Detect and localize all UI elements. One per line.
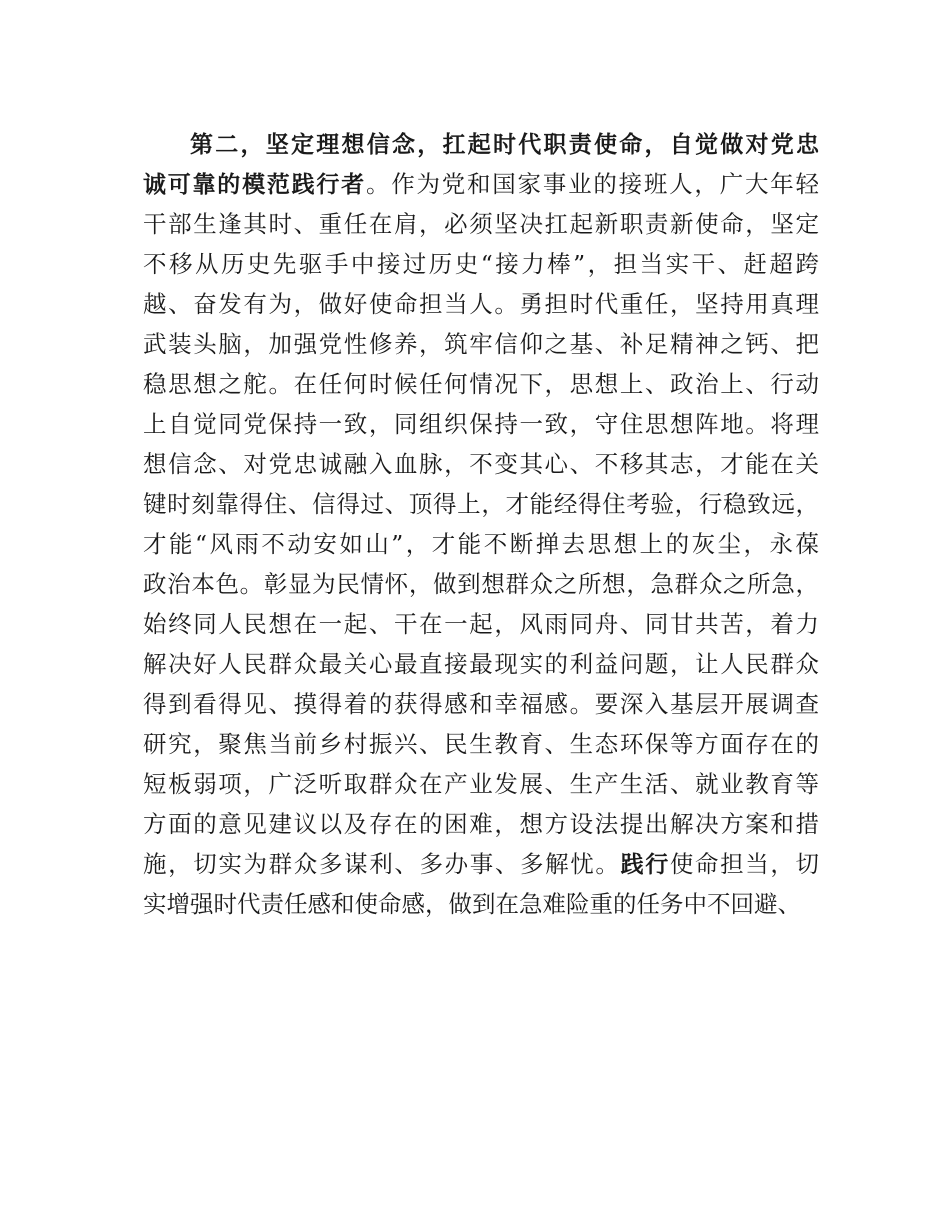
paragraph-line: [143, 124, 819, 164]
paragraph-line: [143, 644, 819, 684]
body-text: 。作为党和国家事业的接班人，广大年轻: [365, 170, 820, 198]
paragraph-line: [143, 324, 819, 364]
paragraph-line: [143, 284, 819, 324]
body-text: 方面的意见建议以及存在的困难，想方设法提出解决方案和措: [143, 810, 819, 838]
body-text: 不移从历史先驱手中接过历史“接力棒”，担当实干、赶超跨: [143, 250, 819, 278]
paragraph-line: [143, 364, 819, 404]
paragraph-line: [143, 244, 819, 284]
body-text: 政治本色。彰显为民情怀，做到想群众之所想，急群众之所急，: [143, 570, 819, 598]
paragraph-line: [143, 444, 819, 484]
body-text: 上自觉同党保持一致，同组织保持一致，守住思想阵地。将理: [143, 410, 819, 438]
body-text: 越、奋发有为，做好使命担当人。勇担时代重任，坚持用真理: [143, 290, 819, 318]
paragraph-line: [143, 764, 819, 804]
paragraph-line: [143, 484, 819, 524]
body-text: 实增强时代责任感和使命感，做到在急难险重的任务中不回避、: [143, 890, 801, 918]
paragraph-line: [143, 404, 819, 444]
body-text: 得到看得见、摸得着的获得感和幸福感。要深入基层开展调查: [143, 690, 819, 718]
paragraph-line: [143, 164, 819, 204]
body-text: 始终同人民想在一起、干在一起，风雨同舟、同甘共苦，着力: [143, 610, 819, 638]
paragraph-line: [143, 844, 819, 884]
body-text: 才能“风雨不动安如山”，才能不断掸去思想上的灰尘，永葆: [143, 530, 819, 558]
paragraph-line: [143, 804, 819, 844]
body-paragraph: [143, 124, 819, 924]
paragraph-line: [143, 524, 819, 564]
bold-inline-text: 践行: [620, 852, 670, 878]
paragraph-line: [143, 204, 819, 244]
paragraph-line: [143, 724, 819, 764]
body-text: 稳思想之舵。在任何时候任何情况下，思想上、政治上、行动: [143, 370, 819, 398]
body-text: 研究，聚焦当前乡村振兴、民生教育、生态环保等方面存在的: [143, 730, 819, 758]
body-text: 武装头脑，加强党性修养，筑牢信仰之基、补足精神之钙、把: [143, 330, 819, 358]
body-text: 解决好人民群众最关心最直接最现实的利益问题，让人民群众: [143, 650, 819, 678]
body-text: 键时刻靠得住、信得过、顶得上，才能经得住考验，行稳致远，: [143, 490, 819, 518]
body-text: 施，切实为群众多谋利、多办事、多解忧。: [143, 850, 621, 878]
bold-heading-text: 诚可靠的模范践行者: [143, 172, 366, 198]
paragraph-line: [143, 564, 819, 604]
body-text: 短板弱项，广泛听取群众在产业发展、生产生活、就业教育等: [143, 770, 819, 798]
body-text: 想信念、对党忠诚融入血脉，不变其心、不移其志，才能在关: [143, 450, 819, 478]
paragraph-line: [143, 604, 819, 644]
paragraph-line: [143, 684, 819, 724]
body-text: 干部生逢其时、重任在肩，必须坚决扛起新职责新使命，坚定: [143, 210, 819, 238]
bold-heading-text: 第二，坚定理想信念，扛起时代职责使命，自觉做对党忠: [190, 132, 819, 158]
paragraph-line: [143, 884, 819, 924]
body-text: 使命担当，切: [669, 850, 820, 878]
